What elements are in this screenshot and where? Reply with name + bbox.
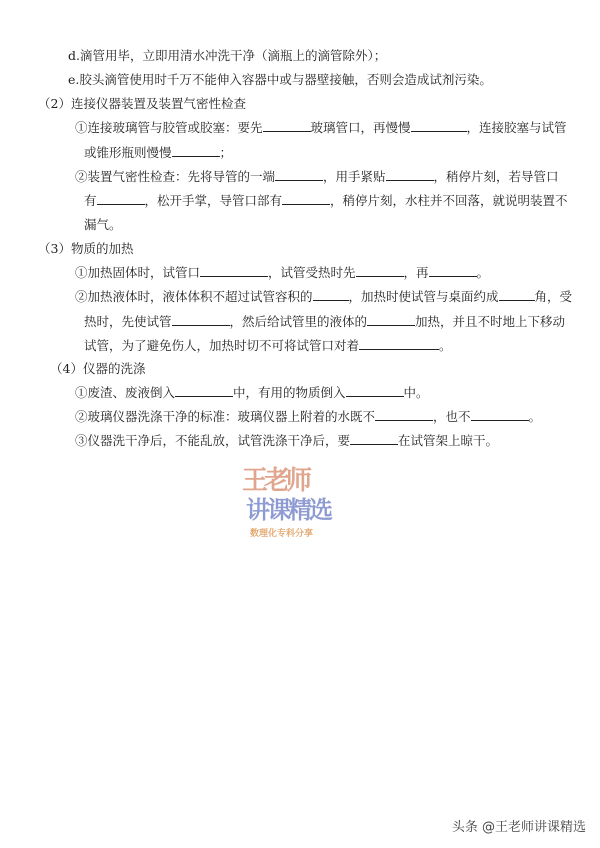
- line-text: 。: [528, 409, 542, 424]
- text-line: [75, 119, 567, 136]
- line-text: ，松开手掌，导管口部有: [144, 193, 283, 208]
- text-line: [75, 384, 429, 401]
- fill-in-blank[interactable]: [386, 168, 434, 181]
- line-text: ，稍停片刻，若导管口: [433, 169, 559, 184]
- line-text: 或锥形瓶则慢慢: [84, 145, 172, 160]
- line-text: （3）物质的加热: [38, 241, 134, 256]
- text-line: [50, 361, 145, 377]
- line-text: 热时，先使试管: [84, 314, 172, 329]
- text-line: [75, 288, 572, 305]
- line-text: d.滴管用毕，立即用清水冲洗干净（滴瓶上的滴管除外）；: [68, 48, 387, 63]
- fill-in-blank[interactable]: [263, 119, 311, 132]
- line-text: ，也不: [433, 409, 471, 424]
- text-line: [38, 96, 246, 112]
- line-text: ，试管受热时先: [268, 265, 356, 280]
- text-line: [84, 313, 565, 330]
- watermark-line2: 讲课精选: [246, 495, 330, 524]
- text-line: [84, 337, 452, 354]
- line-text: ；: [219, 145, 233, 160]
- line-text: ，再: [403, 265, 429, 280]
- line-text: 。: [439, 338, 452, 353]
- line-text: 角，受: [534, 289, 573, 304]
- fill-in-blank[interactable]: [499, 288, 535, 301]
- line-text: ，然后给试管里的液体的: [229, 314, 368, 329]
- line-text: 有: [84, 193, 97, 208]
- line-text: ②装置气密性检查：先将导管的一端: [75, 169, 276, 184]
- text-line: [68, 48, 386, 64]
- watermark-line1: 王老师: [242, 466, 309, 496]
- line-text: 在试管架上晾干。: [398, 433, 499, 448]
- line-text: ①废渣、废液倒入: [75, 385, 176, 400]
- fill-in-blank[interactable]: [367, 313, 415, 326]
- line-text: e.胶头滴管使用时千万不能伸入容器中或与器壁接触，否则会造成试剂污染。: [68, 72, 492, 87]
- watermark-logo: [238, 466, 348, 550]
- text-line: [38, 241, 133, 257]
- text-line: [84, 217, 122, 233]
- fill-in-blank[interactable]: [97, 192, 145, 205]
- footer-attribution: 头条 @王老师讲课精选: [451, 820, 586, 835]
- fill-in-blank[interactable]: [471, 408, 529, 421]
- fill-in-blank[interactable]: [200, 264, 268, 277]
- fill-in-blank[interactable]: [313, 288, 349, 301]
- line-text: 玻璃管口，再慢慢: [310, 120, 411, 135]
- fill-in-blank[interactable]: [356, 264, 404, 277]
- watermark-line3: 数理化专科分享: [250, 529, 314, 539]
- fill-in-blank[interactable]: [411, 119, 467, 132]
- line-text: ，连接胶塞与试管: [466, 120, 567, 135]
- text-line: [75, 432, 498, 449]
- line-text: （2）连接仪器装置及装置气密性检查: [38, 96, 246, 111]
- text-line: [84, 144, 232, 161]
- line-text: 中，有用的物质倒入: [233, 385, 346, 400]
- fill-in-blank[interactable]: [175, 384, 233, 397]
- text-line: [75, 264, 489, 281]
- text-line: [68, 72, 492, 88]
- line-text: ①连接玻璃管与胶管或胶塞：要先: [75, 120, 263, 135]
- fill-in-blank[interactable]: [275, 168, 323, 181]
- line-text: ，稍停片刻，水柱并不回落，就说明装置不: [330, 193, 568, 208]
- fill-in-blank[interactable]: [282, 192, 330, 205]
- line-text: ②玻璃仪器洗涤干净的标准：玻璃仪器上附着的水既不: [75, 409, 376, 424]
- fill-in-blank[interactable]: [375, 408, 433, 421]
- fill-in-blank[interactable]: [172, 144, 220, 157]
- line-text: ，用手紧贴: [323, 169, 386, 184]
- fill-in-blank[interactable]: [172, 313, 230, 326]
- line-text: ③仪器洗干净后，不能乱放，试管洗涤干净后，要: [75, 433, 351, 448]
- line-text: ①加热固体时，试管口: [75, 265, 201, 280]
- text-line: [75, 408, 541, 425]
- line-text: 。: [476, 265, 490, 280]
- line-text: 中。: [403, 385, 429, 400]
- text-line: [84, 192, 568, 209]
- fill-in-blank[interactable]: [350, 432, 398, 445]
- text-line: [75, 168, 559, 185]
- fill-in-blank[interactable]: [346, 384, 404, 397]
- line-text: （4）仪器的洗涤: [50, 361, 146, 376]
- line-text: ②加热液体时，液体体积不超过试管容积的: [75, 289, 313, 304]
- fill-in-blank[interactable]: [359, 337, 439, 350]
- line-text: 加热，并且不时地上下移动: [415, 314, 566, 329]
- line-text: ，加热时使试管与桌面约成: [348, 289, 499, 304]
- line-text: 漏气。: [84, 217, 122, 232]
- line-text: 试管，为了避免伤人，加热时切不可将试管口对着: [84, 338, 360, 353]
- fill-in-blank[interactable]: [429, 264, 477, 277]
